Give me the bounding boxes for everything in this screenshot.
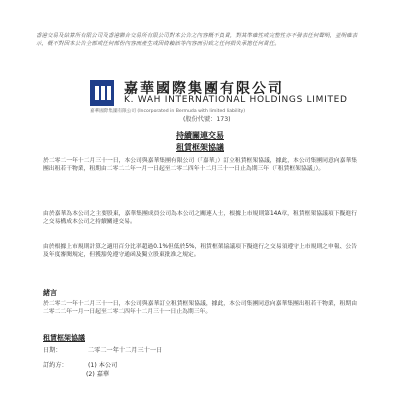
intro-paragraph: 於二零二一年十二月三十一日，本公司與嘉華訂立租賃框架協議，據此，本公司集團同意向嘉華集團出租若干物業，租期由二零二二年一月一日起至二零二四年十二月三十一日止為期三年。: [43, 301, 357, 316]
stock-code: (股份代號：173): [183, 116, 231, 123]
section-heading-intro: 緒言: [43, 289, 57, 297]
incorporation-note: 嘉華國際集團有限公司 (Incorporated in Bermuda with limited liability): [90, 109, 246, 114]
parties-label: 訂約方：: [43, 362, 68, 369]
agreement-date-row: [43, 345, 162, 354]
paragraph-3: 由於根據上市規則計算之適用百分比率超過0.1%但低於5%，租賃框架協議項下擬進行之交易須遵守上市規則之申報、公告及年度審閱規定，但獲豁免遵守通函及獨立股東批准之規定。: [43, 244, 357, 259]
party-2: (2) 嘉華: [86, 371, 110, 378]
company-name-english: K. WAH INTERNATIONAL HOLDINGS LIMITED: [124, 95, 348, 105]
section-heading-agreement: 租賃框架協議: [43, 334, 85, 342]
paragraph-1: 於二零二一年十二月三十一日，本公司與嘉華集團有限公司（「嘉華」）訂立租賃框架協議，據此，本公司集團同意向嘉華集團出租若干物業，租期由二零二二年一月一日起至二零二四年十二月三十一日止為期三年（「租賃框架協議」）。: [43, 158, 357, 173]
party-2-row: [86, 369, 109, 378]
party-1: (1) 本公司: [87, 362, 118, 369]
company-logo: [90, 80, 114, 106]
disclaimer-text: 香港交易及結算所有限公司及香港聯合交易所有限公司對本公告之內容概不負責，對其準確性或完整性亦不發表任何聲明，並明確表示，概不對因本公告全部或任何部份內容而產生或因倚賴該等內容而引致之任何損失承擔任何責任。: [36, 33, 358, 47]
announcement-subtitle: 租賃框架協議: [176, 143, 224, 152]
agreement-parties-row: [43, 360, 117, 369]
date-value: 二零二一年十二月三十一日: [87, 347, 163, 354]
date-label: 日期：: [43, 347, 62, 354]
paragraph-2: 由於嘉華為本公司之主要股東，嘉華集團成員公司為本公司之關連人士，根據上市規則第14A章，租賃框架協議項下擬進行之交易構成本公司之持續關連交易。: [43, 211, 357, 226]
announcement-title: 持續關連交易: [176, 131, 224, 140]
company-name-chinese: 嘉華國際集團有限公司: [124, 81, 284, 97]
